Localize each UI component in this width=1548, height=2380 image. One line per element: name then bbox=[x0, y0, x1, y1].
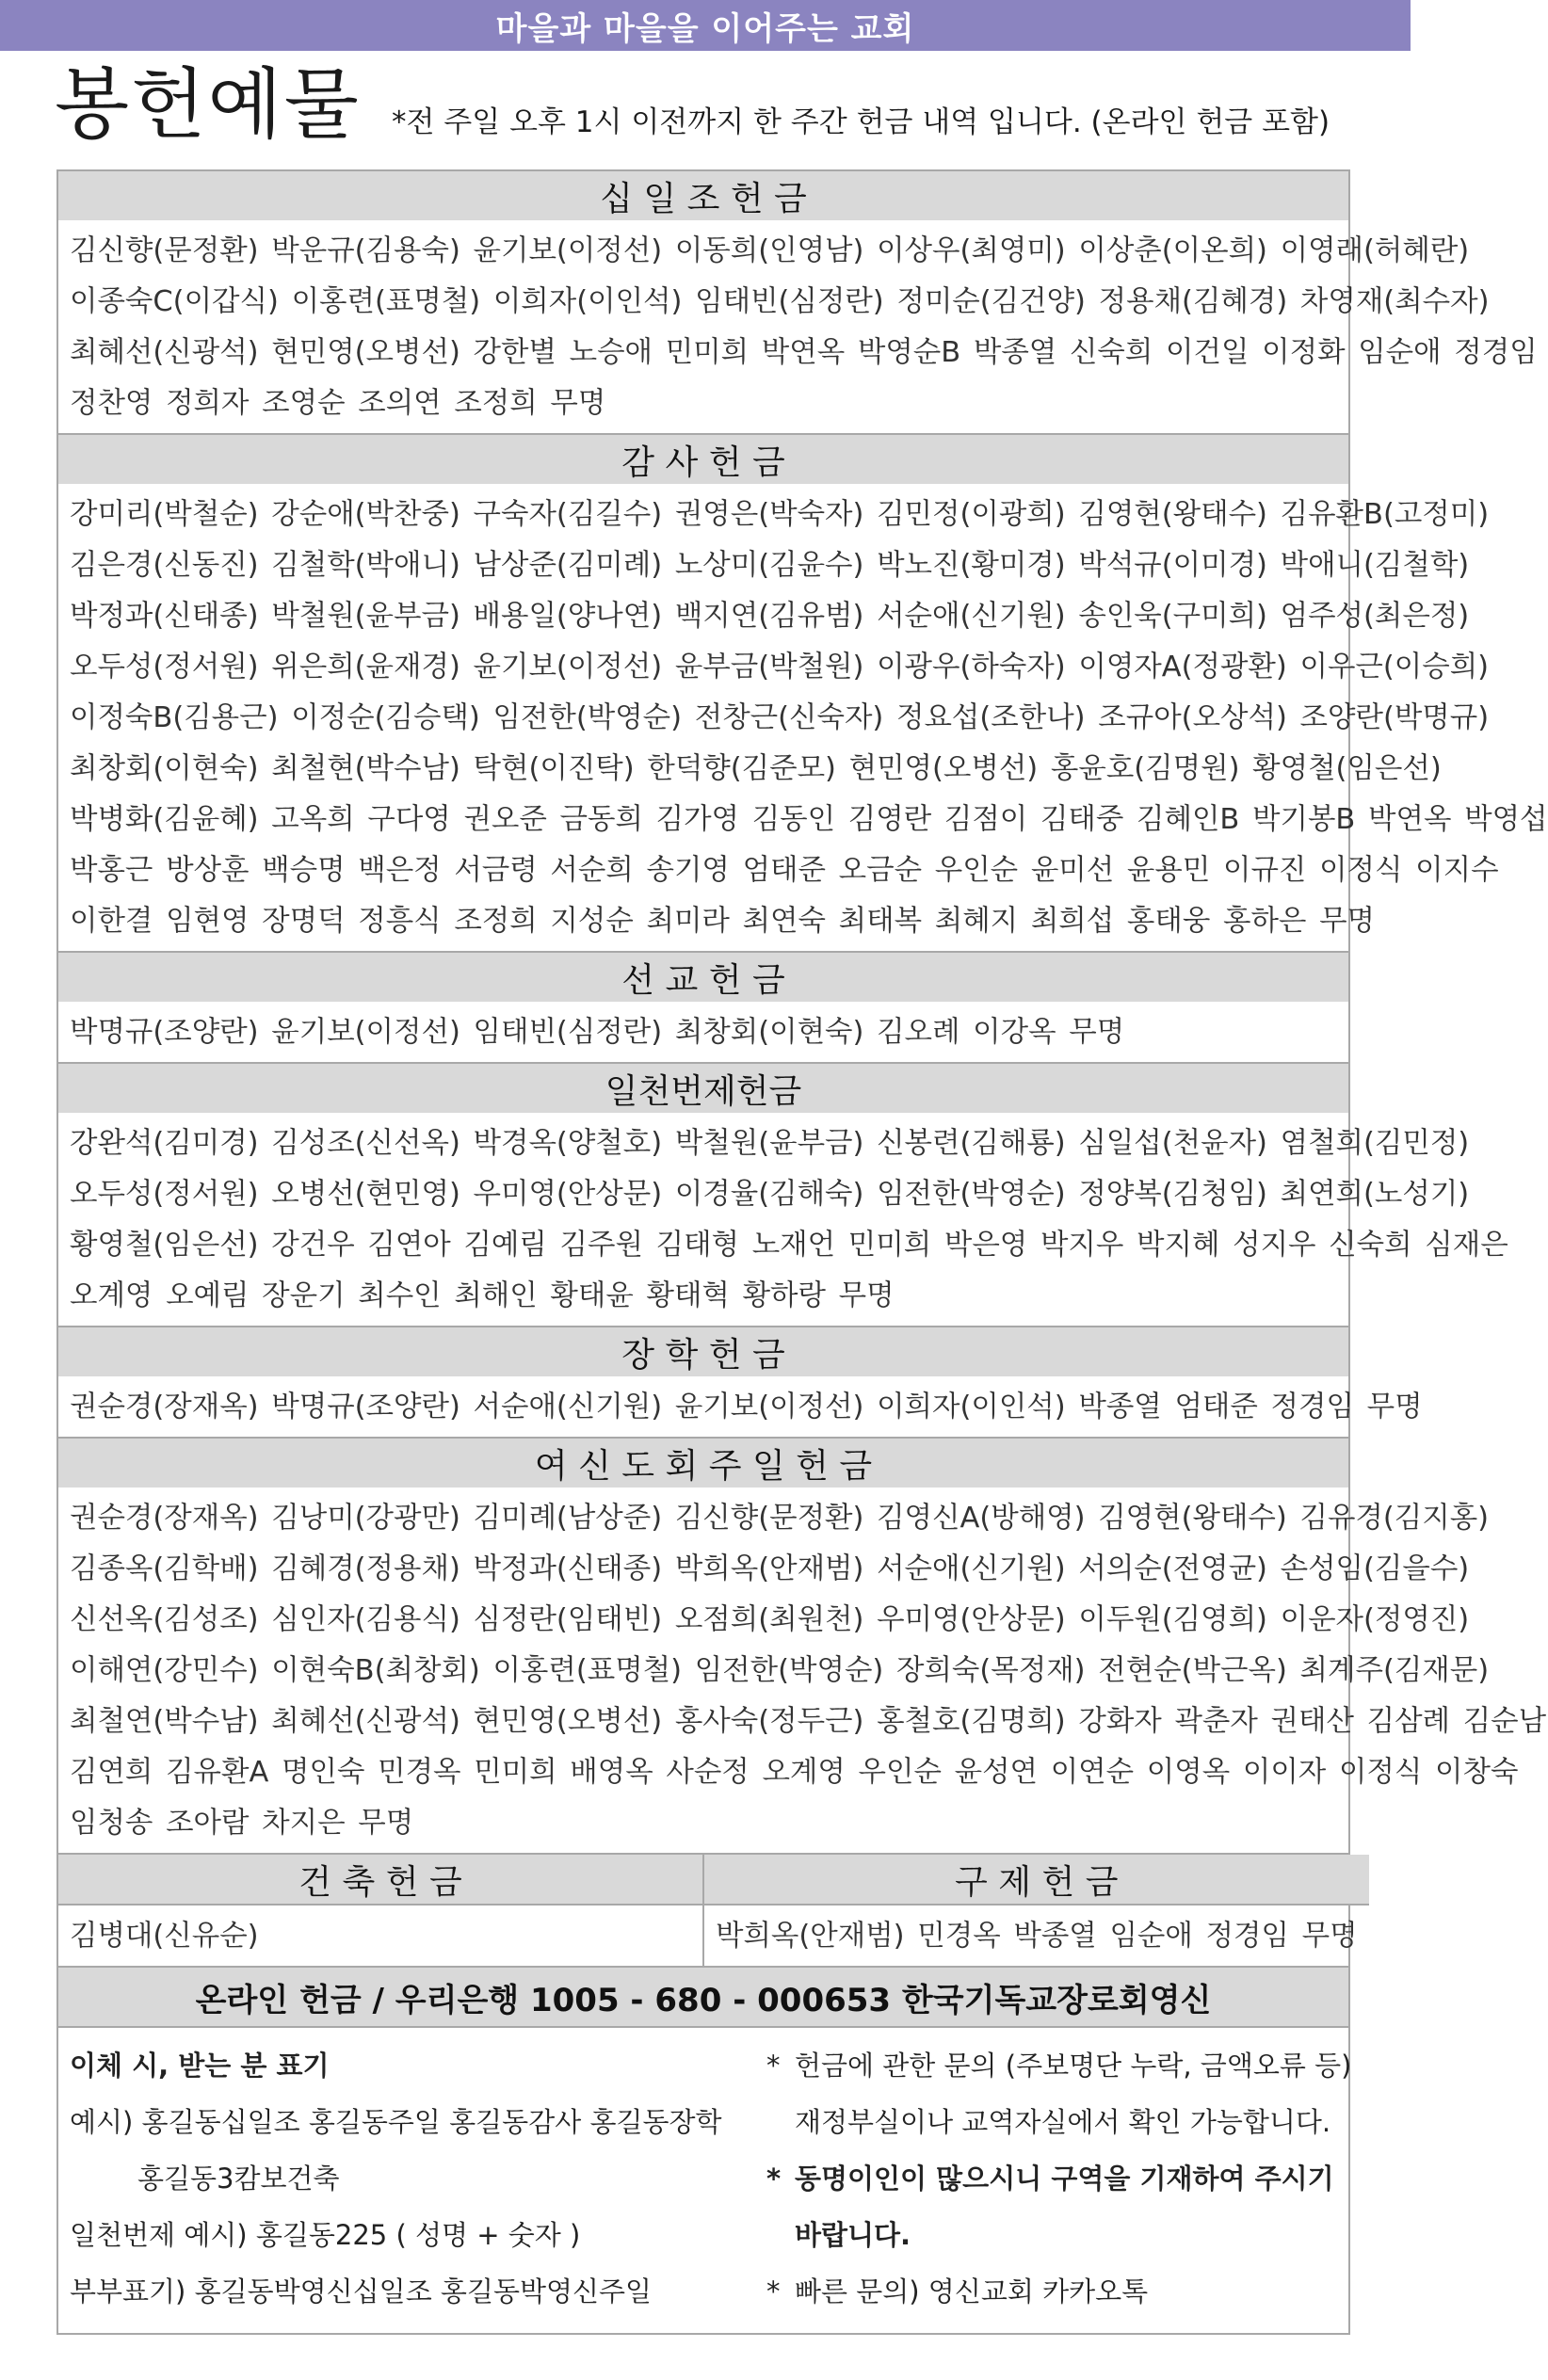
list-line: 임청송 조아람 차지은 무명 bbox=[70, 1807, 414, 1840]
scholarship-title: 장 학 헌 금 bbox=[58, 1326, 1348, 1376]
building-column bbox=[58, 1855, 702, 1966]
online-offering-info bbox=[58, 2026, 1352, 2333]
list-line: 오두성(정서원) 오병선(현민영) 우미영(안상문) 이경율(김해숙) 임전한(박영순) 정양복(김청임) 최연희(노성기) bbox=[70, 1178, 1470, 1211]
building-title: 건 축 헌 금 bbox=[58, 1855, 702, 1904]
relief-title: 구 제 헌 금 bbox=[704, 1855, 1369, 1904]
list-line: 이한결 임현영 장명덕 정흥식 조정희 지성순 최미라 최연숙 최태복 최혜지 최희섭 홍태웅 홍하은 무명 bbox=[70, 905, 1376, 938]
inquiry-note: * 헌금에 관한 문의 (주보명단 누락, 금액오류 등) bbox=[766, 2037, 1351, 2094]
same-name-note-cont: 바랍니다. bbox=[795, 2219, 911, 2251]
inquiry-note-cont: 재정부실이나 교역자실에서 확인 가능합니다. bbox=[795, 2106, 1331, 2138]
list-line: 박정과(신태종) 박철원(윤부금) 배용일(양나연) 백지연(김유범) 서순애(신기원) 송인욱(구미희) 엄주성(최은정) bbox=[70, 600, 1470, 633]
list-line: 이정숙B(김용근) 이정순(김승택) 임전한(박영순) 전창근(신숙자) 정요섭(조한나) 조규아(오상석) 조양란(박명규) bbox=[70, 701, 1490, 734]
list-line: 황영철(임은선) 강건우 김연아 김예림 김주원 김태형 노재언 민미희 박은영 박지우 박지혜 성지우 신숙희 심재은 bbox=[70, 1229, 1508, 1262]
list-line: 강완석(김미경) 김성조(신선옥) 박경옥(양철호) 박철원(윤부금) 신봉련(김해룡) 심일섭(천윤자) 염철희(김민정) bbox=[70, 1127, 1470, 1160]
thanks-list bbox=[58, 484, 1548, 951]
transfer-example: 예시) 홍길동십일조 홍길동주일 홍길동감사 홍길동장학 bbox=[70, 2106, 722, 2138]
list-line: 이해연(강민수) 이현숙B(최창회) 이홍련(표명철) 임전한(박영순) 장희숙(목정재) 전현순(박근옥) 최계주(김재문) bbox=[70, 1654, 1490, 1687]
top-banner bbox=[0, 0, 1411, 51]
asterisk: * bbox=[766, 2050, 781, 2082]
building-relief-row bbox=[58, 1853, 1358, 1966]
transfer-guide-heading: 이체 시, 받는 분 표기 bbox=[70, 2050, 330, 2082]
offering-board bbox=[56, 169, 1548, 2335]
womens-association-title: 여 신 도 회 주 일 헌 금 bbox=[58, 1437, 1348, 1488]
list-line: 최창회(이현숙) 최철현(박수남) 탁현(이진탁) 한덕향(김준모) 현민영(오병선) 홍윤호(김명원) 황영철(임은선) bbox=[70, 752, 1442, 785]
list-line: 최혜선(신광석) 현민영(오병선) 강한별 노승애 민미희 박연옥 박영순B 박종열 신숙희 이건일 이정화 임순애 정경임 bbox=[70, 336, 1538, 369]
mission-title: 선 교 헌 금 bbox=[58, 951, 1348, 1002]
offering-note: *전 주일 오후 1시 이전까지 한 주간 헌금 내역 입니다. (온라인 헌금 포함) bbox=[392, 105, 1330, 139]
list-line: 김신향(문정환) 박운규(김용숙) 윤기보(이정선) 이동희(인영남) 이상우(최영미) 이상춘(이온희) 이영래(허혜란) bbox=[70, 234, 1470, 267]
same-name-note: * 동명이인이 많으시니 구역을 기재하여 주시기 bbox=[766, 2150, 1351, 2207]
transfer-example-cont: 홍길동3캄보건축 bbox=[137, 2163, 340, 2195]
tithe-list bbox=[58, 220, 1538, 433]
online-offering-header: 온라인 헌금 / 우리은행 1005 - 680 - 000653 한국기독교장로회영신 bbox=[58, 1966, 1348, 2026]
thousand-offering-example: 일천번제 예시) 홍길동225 ( 성명 + 숫자 ) bbox=[70, 2219, 581, 2251]
womens-association-list bbox=[58, 1488, 1547, 1853]
banner-text: 마을과 마을을 이어주는 교회 bbox=[495, 9, 915, 48]
list-line: 오두성(정서원) 위은희(윤재경) 윤기보(이정선) 윤부금(박철원) 이광우(하숙자) 이영자A(정광환) 이우근(이승희) bbox=[70, 651, 1490, 683]
list-line: 권순경(장재옥) 김낭미(강광만) 김미례(남상준) 김신향(문정환) 김영신A(방해영) 김영현(왕태수) 김유경(김지홍) bbox=[70, 1502, 1490, 1535]
mission-list bbox=[58, 1002, 1348, 1062]
inquiry-notes bbox=[766, 2037, 1351, 2320]
list-line: 이종숙C(이갑식) 이홍련(표명철) 이희자(이인석) 임태빈(심정란) 정미순(김건양) 정용채(김혜경) 차영재(최수자) bbox=[70, 285, 1490, 318]
relief-list: 박희옥(안재범) 민경옥 박종열 임순애 정경임 무명 bbox=[704, 1904, 1369, 1966]
asterisk: * bbox=[766, 2163, 782, 2195]
list-line: 김연희 김유환A 명인숙 민경옥 민미희 배영옥 사순정 오계영 우인순 윤성연 이연순 이영옥 이이자 이정식 이창숙 bbox=[70, 1756, 1519, 1789]
transfer-guide bbox=[58, 2037, 766, 2320]
thousand-offering-title: 일천번제헌금 bbox=[58, 1062, 1348, 1113]
couple-example: 부부표기) 홍길동박영신십일조 홍길동박영신주일 bbox=[70, 2275, 653, 2308]
page-title: 봉헌예물 bbox=[55, 60, 361, 150]
list-line: 박홍근 방상훈 백승명 백은정 서금령 서순희 송기영 엄태준 오금순 우인순 윤미선 윤용민 이규진 이정식 이지수 bbox=[70, 854, 1499, 887]
list-line: 김은경(신동진) 김철학(박애니) 남상준(김미례) 노상미(김윤수) 박노진(황미경) 박석규(이미경) 박애니(김철학) bbox=[70, 549, 1470, 582]
list-line: 김종옥(김학배) 김혜경(정용채) 박정과(신태종) 박희옥(안재범) 서순애(신기원) 서의순(전영균) 손성임(김을수) bbox=[70, 1552, 1470, 1585]
thousand-offering-list bbox=[58, 1113, 1508, 1326]
building-list: 김병대(신유순) bbox=[58, 1904, 702, 1966]
quick-inquiry-note: * 빠른 문의) 영신교회 카카오톡 bbox=[766, 2263, 1351, 2320]
relief-column bbox=[702, 1855, 1369, 1966]
scholarship-list bbox=[58, 1376, 1423, 1437]
list-line: 정찬영 정희자 조영순 조의연 조정희 무명 bbox=[70, 387, 606, 420]
list-line: 오계영 오예림 장운기 최수인 최해인 황태윤 황태혁 황하랑 무명 bbox=[70, 1279, 895, 1312]
tithe-title: 십 일 조 헌 금 bbox=[58, 171, 1348, 220]
list-line: 강미리(박철순) 강순애(박찬중) 구숙자(김길수) 권영은(박숙자) 김민정(이광희) 김영현(왕태수) 김유환B(고정미) bbox=[70, 498, 1490, 531]
thanks-title: 감 사 헌 금 bbox=[58, 433, 1348, 484]
list-line: 권순경(장재옥) 박명규(조양란) 서순애(신기원) 윤기보(이정선) 이희자(이인석) 박종열 엄태준 정경임 무명 bbox=[70, 1391, 1423, 1423]
asterisk: * bbox=[766, 2275, 781, 2308]
list-line: 최철연(박수남) 최혜선(신광석) 현민영(오병선) 홍사숙(정두근) 홍철호(김명희) 강화자 곽춘자 권태산 김삼례 김순남 bbox=[70, 1705, 1547, 1738]
list-line: 박병화(김윤혜) 고옥희 구다영 권오준 금동희 김가영 김동인 김영란 김점이 김태중 김혜인B 박기봉B 박연옥 박영섭 bbox=[70, 803, 1548, 836]
list-line: 신선옥(김성조) 심인자(김용식) 심정란(임태빈) 오점희(최원천) 우미영(안상문) 이두원(김영희) 이운자(정영진) bbox=[70, 1603, 1470, 1636]
list-line: 박명규(조양란) 윤기보(이정선) 임태빈(심정란) 최창회(이현숙) 김오례 이강옥 무명 bbox=[70, 1016, 1125, 1049]
